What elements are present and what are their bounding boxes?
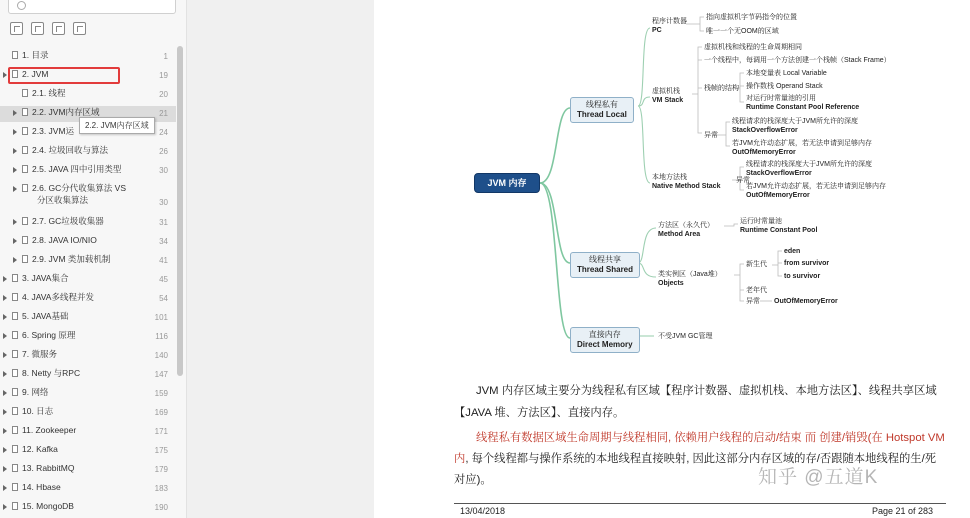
node-pc-cn: 程序计数器 bbox=[652, 18, 687, 25]
expand-arrow-icon[interactable] bbox=[3, 276, 7, 282]
search-icon bbox=[17, 1, 26, 10]
highlight-frame bbox=[8, 67, 120, 84]
expand-all-icon[interactable] bbox=[10, 22, 23, 35]
node-vmstack-en: VM Stack bbox=[652, 97, 684, 104]
node-young: 新生代 bbox=[746, 261, 767, 268]
node-frame-f2: 操作数栈 Operand Stack bbox=[746, 83, 823, 90]
bookmark-label: 14. Hbase bbox=[22, 482, 61, 492]
node-direct-d1: 不受JVM GC管理 bbox=[658, 333, 713, 340]
node-eden: eden bbox=[784, 248, 801, 255]
node-frame-f3: 对运行时常量池的引用 bbox=[746, 95, 816, 102]
expand-arrow-icon[interactable] bbox=[3, 390, 7, 396]
collapse-all-icon[interactable] bbox=[31, 22, 44, 35]
bookmark-icon bbox=[12, 51, 18, 59]
bookmark-label: 2.3. JVM运 bbox=[32, 126, 75, 136]
bookmark-icon bbox=[22, 255, 28, 263]
bookmark-icon bbox=[12, 483, 18, 491]
node-heap-cn: 类实例区（Java堆） bbox=[658, 271, 722, 278]
bookmark-label: 7. 微服务 bbox=[22, 349, 57, 359]
bookmark-item[interactable] bbox=[0, 291, 176, 307]
bookmark-label: 2.4. 垃圾回收与算法 bbox=[32, 145, 109, 155]
branch-direct-memory bbox=[570, 327, 640, 353]
expand-arrow-icon[interactable] bbox=[3, 72, 7, 78]
node-vmstack-e2: StackOverflowError bbox=[732, 127, 798, 134]
paragraph-2-red: 线程私有数据区域生命周期与线程相同, 依赖用户线程的启动/结束 而 创建/销毁(在 Hotspot VM 内 bbox=[454, 432, 945, 465]
bookmark-item[interactable] bbox=[0, 272, 176, 288]
node-native-e2: StackOverflowError bbox=[746, 170, 812, 177]
bookmark-icon bbox=[12, 350, 18, 358]
bookmark-item[interactable] bbox=[0, 443, 176, 459]
branch-en: Direct Memory bbox=[577, 340, 633, 349]
bookmark-label: 2.1. 线程 bbox=[32, 88, 66, 98]
bookmark-icon bbox=[22, 127, 28, 135]
node-native-e4: OutOfMemoryError bbox=[746, 192, 810, 199]
expand-arrow-icon[interactable] bbox=[13, 110, 17, 116]
expand-arrow-icon[interactable] bbox=[13, 219, 17, 225]
bookmark-icon bbox=[12, 426, 18, 434]
bookmark-page-number: 21 bbox=[159, 109, 168, 118]
bookmark-icon bbox=[12, 502, 18, 510]
bookmark-item[interactable] bbox=[0, 462, 176, 478]
node-method-d2: Runtime Constant Pool bbox=[740, 227, 818, 234]
bookmark-page-number: 30 bbox=[159, 166, 168, 175]
footer-page-number: Page 21 of 283 bbox=[872, 506, 934, 516]
expand-arrow-icon[interactable] bbox=[3, 447, 7, 453]
node-native-e1: 线程请求的栈深度大于JVM所允许的深度 bbox=[746, 161, 872, 168]
bookmark-page-number: 179 bbox=[154, 465, 168, 474]
expand-arrow-icon[interactable] bbox=[13, 186, 17, 192]
bookmark-label: 2.7. GC垃圾收集器 bbox=[32, 216, 104, 226]
bookmark-icon bbox=[12, 369, 18, 377]
bookmark-item[interactable] bbox=[0, 49, 176, 65]
expand-arrow-icon[interactable] bbox=[13, 148, 17, 154]
bookmark-page-number: 20 bbox=[159, 90, 168, 99]
bookmark-label: 10. 日志 bbox=[22, 406, 54, 416]
bookmark-label: 13. RabbitMQ bbox=[22, 463, 75, 473]
bookmark-label: 2.8. JAVA IO/NIO bbox=[32, 235, 97, 245]
bookmark-search-input[interactable] bbox=[8, 0, 176, 14]
bookmark-page-number: 183 bbox=[154, 484, 168, 493]
bookmark-page-number: 140 bbox=[154, 351, 168, 360]
branch-thread-shared bbox=[570, 252, 640, 278]
bookmark-icon bbox=[12, 388, 18, 396]
expand-arrow-icon[interactable] bbox=[3, 409, 7, 415]
node-vmstack-e3: 若JVM允许动态扩展，若无法申请到足够内存 bbox=[732, 140, 872, 147]
bookmark-icon bbox=[12, 331, 18, 339]
bookmark-page-number: 41 bbox=[159, 256, 168, 265]
bookmark-icon bbox=[12, 293, 18, 301]
node-to-survivor: to survivor bbox=[784, 273, 821, 280]
node-method-cn: 方法区（永久代） bbox=[658, 222, 714, 229]
node-vmstack-cn: 虚拟机栈 bbox=[652, 88, 680, 95]
node-frame-f1: 本地变量表 Local Variable bbox=[746, 70, 827, 77]
expand-arrow-icon[interactable] bbox=[3, 333, 7, 339]
node-vmstack-e4: OutOfMemoryError bbox=[732, 149, 796, 156]
bookmark-icon bbox=[12, 464, 18, 472]
bookmark-page-number: 30 bbox=[159, 198, 168, 207]
bookmark-item[interactable] bbox=[0, 500, 176, 516]
expand-arrow-icon[interactable] bbox=[3, 371, 7, 377]
bookmark-page-number: 101 bbox=[154, 313, 168, 322]
node-heap-en: Objects bbox=[658, 280, 684, 287]
bookmark-options-icon[interactable] bbox=[52, 22, 65, 35]
bookmark-icon bbox=[22, 184, 28, 192]
paragraph-1: JVM 内存区域主要分为线程私有区域【程序计数器、虚拟机栈、本地方法区】、线程共享区域【JAVA 堆、方法区】、直接内存。 bbox=[454, 385, 937, 419]
bookmark-label: 2.5. JAVA 四中引用类型 bbox=[32, 164, 122, 174]
bookmark-icon bbox=[22, 108, 28, 116]
add-bookmark-icon[interactable] bbox=[73, 22, 86, 35]
expand-arrow-icon[interactable] bbox=[3, 295, 7, 301]
bookmark-label: 15. MongoDB bbox=[22, 501, 74, 511]
bookmark-icon bbox=[22, 236, 28, 244]
node-old: 老年代 bbox=[746, 287, 767, 294]
bookmark-item[interactable] bbox=[0, 481, 176, 497]
page-gutter bbox=[186, 0, 374, 518]
bookmark-item[interactable] bbox=[0, 367, 176, 383]
bookmark-page-number: 190 bbox=[154, 503, 168, 512]
bookmark-page-number: 175 bbox=[154, 446, 168, 455]
bookmark-page-number: 147 bbox=[154, 370, 168, 379]
bookmark-page-number: 31 bbox=[159, 218, 168, 227]
node-frame-f4: Runtime Constant Pool Reference bbox=[746, 104, 860, 111]
bookmarks-panel bbox=[0, 0, 186, 518]
bookmark-label: 2.6. GC分代收集算法 VS bbox=[32, 183, 126, 193]
bookmark-item[interactable] bbox=[0, 310, 176, 326]
bookmark-item[interactable] bbox=[0, 163, 176, 179]
node-vmstack-d1: 虚拟机栈和线程的生命周期相同 bbox=[704, 44, 802, 51]
footer-date: 13/04/2018 bbox=[460, 506, 506, 516]
node-method-d1: 运行时常量池 bbox=[740, 218, 782, 225]
bookmark-label: 2.9. JVM 类加载机制 bbox=[32, 254, 111, 264]
node-vmstack-d2: 一个线程中，每调用一个方法创建一个栈帧（Stack Frame） bbox=[704, 57, 891, 64]
bookmark-label: 4. JAVA多线程并发 bbox=[22, 292, 94, 302]
node-native-cn: 本地方法栈 bbox=[652, 174, 687, 181]
bookmark-page-number: 171 bbox=[154, 427, 168, 436]
bookmark-label: 1. 目录 bbox=[22, 50, 49, 60]
expand-arrow-icon[interactable] bbox=[3, 504, 7, 510]
bookmark-page-number: 26 bbox=[159, 147, 168, 156]
node-native-e3: 若JVM允许动态扩展，若无法申请到足够内存 bbox=[746, 183, 886, 190]
expand-arrow-icon[interactable] bbox=[3, 466, 7, 472]
pdf-page bbox=[374, 0, 970, 518]
node-native-en: Native Method Stack bbox=[652, 183, 721, 190]
bookmark-page-number: 169 bbox=[154, 408, 168, 417]
bookmark-item[interactable] bbox=[0, 329, 176, 345]
expand-arrow-icon[interactable] bbox=[13, 167, 17, 173]
bookmark-label: 2.2. JVM内存区域 bbox=[32, 107, 100, 117]
bookmark-page-number: 159 bbox=[154, 389, 168, 398]
bookmark-page-number: 34 bbox=[159, 237, 168, 246]
bookmark-label-line2: 分区收集算法 bbox=[37, 195, 89, 205]
bookmark-item[interactable] bbox=[0, 386, 176, 402]
node-vmstack-e1: 线程请求的栈深度大于JVM所允许的深度 bbox=[732, 118, 858, 125]
bookmark-page-number: 54 bbox=[159, 294, 168, 303]
expand-arrow-icon[interactable] bbox=[3, 428, 7, 434]
node-from-survivor: from survivor bbox=[784, 260, 830, 267]
bookmark-icon bbox=[12, 445, 18, 453]
bookmark-page-number: 24 bbox=[159, 128, 168, 137]
bookmark-label: 9. 网络 bbox=[22, 387, 49, 397]
bookmark-page-number: 1 bbox=[163, 52, 168, 61]
bookmark-item[interactable] bbox=[0, 144, 176, 160]
node-heap-e1: OutOfMemoryError bbox=[774, 298, 838, 305]
bookmark-label: 11. Zookeeper bbox=[22, 425, 77, 435]
expand-arrow-icon[interactable] bbox=[3, 352, 7, 358]
bookmark-item[interactable] bbox=[0, 424, 176, 440]
node-pc-d2: 唯一一个无OOM的区域 bbox=[706, 28, 779, 35]
bookmark-label: 6. Spring 原理 bbox=[22, 330, 76, 340]
bookmark-item[interactable] bbox=[0, 182, 176, 212]
expand-arrow-icon[interactable] bbox=[13, 257, 17, 263]
paragraph-2-rest: , 每个线程都与操作系统的本地线程直接映射, 因此这部分内存区域的存/否跟随本地线程的生/死对应)。 bbox=[454, 453, 937, 486]
branch-cn: 线程共享 bbox=[589, 255, 621, 264]
bookmark-label: 8. Netty 与RPC bbox=[22, 368, 81, 378]
bookmark-icon bbox=[12, 312, 18, 320]
branch-en: Thread Shared bbox=[577, 265, 634, 274]
bookmark-item[interactable] bbox=[0, 215, 176, 231]
node-native-ex: 异常 bbox=[736, 177, 750, 184]
node-vmstack-ex: 异常 bbox=[704, 132, 718, 139]
expand-arrow-icon[interactable] bbox=[3, 314, 7, 320]
bookmark-page-number: 116 bbox=[155, 332, 168, 341]
branch-thread-local bbox=[570, 97, 634, 123]
bookmark-page-number: 19 bbox=[159, 71, 168, 80]
mindmap-root: JVM 内存 bbox=[474, 173, 540, 193]
node-heap-ex: 异常 bbox=[746, 298, 760, 305]
expand-arrow-icon[interactable] bbox=[3, 485, 7, 491]
bookmark-icon bbox=[22, 165, 28, 173]
node-pc-d1: 指向虚拟机字节码指令的位置 bbox=[706, 14, 797, 21]
bookmark-icon bbox=[22, 146, 28, 154]
bookmark-item[interactable] bbox=[0, 253, 176, 269]
watermark: 知乎 @五道K bbox=[758, 467, 879, 488]
bookmark-item[interactable] bbox=[0, 405, 176, 421]
bookmark-label: 12. Kafka bbox=[22, 444, 58, 454]
branch-cn: 直接内存 bbox=[588, 330, 621, 339]
expand-arrow-icon[interactable] bbox=[13, 238, 17, 244]
bookmark-item[interactable] bbox=[0, 348, 176, 364]
expand-arrow-icon[interactable] bbox=[13, 129, 17, 135]
bookmark-icon bbox=[12, 274, 18, 282]
node-frame: 栈帧的结构 bbox=[704, 85, 739, 92]
node-pc-en: PC bbox=[652, 27, 662, 34]
bookmark-icon bbox=[22, 89, 28, 97]
bookmark-label: 3. JAVA集合 bbox=[22, 273, 69, 283]
bookmark-label: 2. JVM bbox=[22, 69, 49, 79]
branch-cn: 线程私有 bbox=[585, 100, 618, 109]
node-method-en: Method Area bbox=[658, 231, 701, 238]
bookmark-label: 5. JAVA基础 bbox=[22, 311, 69, 321]
bookmark-icon bbox=[22, 217, 28, 225]
bookmark-scrollbar[interactable] bbox=[177, 46, 183, 376]
bookmark-item[interactable] bbox=[0, 234, 176, 250]
bookmark-toolbar bbox=[10, 22, 86, 40]
footer-rule bbox=[454, 503, 946, 504]
bookmark-tooltip: 2.2. JVM内存区域 bbox=[79, 117, 155, 134]
bookmark-item[interactable] bbox=[0, 87, 176, 103]
bookmark-page-number: 45 bbox=[159, 275, 168, 284]
bookmark-icon bbox=[12, 407, 18, 415]
branch-en: Thread Local bbox=[577, 110, 627, 119]
